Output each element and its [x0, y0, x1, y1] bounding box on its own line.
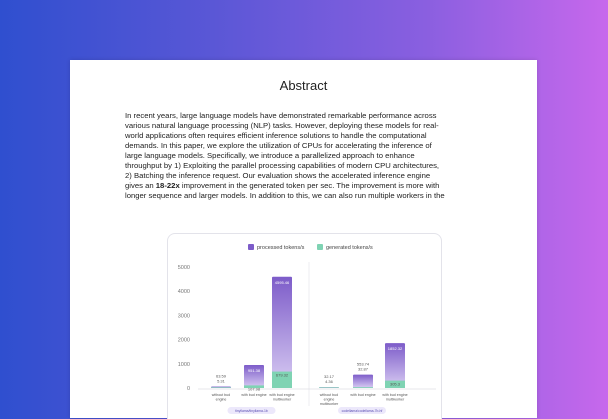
- y-tick-label: 5000: [177, 265, 190, 271]
- x-category-label: without bud: [211, 393, 231, 397]
- abstract-line: [125, 181, 482, 191]
- x-category-label: with bud engine: [241, 393, 267, 397]
- data-label-processed: 553.74: [356, 361, 370, 367]
- x-category-label: engine: [215, 397, 227, 402]
- group-label: tinyllama/tinyllama-1b: [235, 409, 268, 413]
- data-label-generated: 5.31: [217, 378, 225, 384]
- data-label-generated: 679.32: [275, 372, 289, 378]
- x-category-label: multiworker: [385, 397, 405, 402]
- x-category-label: without bud: [319, 393, 339, 397]
- x-category-label: with bud engine: [382, 393, 408, 397]
- y-tick-label: 4000: [177, 289, 190, 296]
- abstract-line: throughput by 1) Exploiting the parallel processing capabilities of modern CPU architectures,: [125, 161, 440, 170]
- abstract-line: large language models. Specifically, we introduce a parallelized approach to enhance: [125, 151, 415, 160]
- data-label-generated: 107.98: [247, 386, 261, 392]
- x-category-label: engine: [323, 397, 335, 402]
- data-label-processed: 32.17: [323, 374, 335, 380]
- abstract-bold-figure: 18-22x: [155, 181, 180, 190]
- paper-page: [70, 60, 537, 418]
- group-label: codellama/codellama-7b-hf: [341, 409, 383, 413]
- bar-processed: [272, 277, 292, 388]
- throughput-chart-svg: [168, 234, 441, 419]
- y-tick-label: 0: [186, 386, 190, 392]
- data-label-generated: 4.36: [325, 379, 333, 385]
- x-category-label: with bud engine: [269, 393, 295, 397]
- throughput-chart: [167, 233, 442, 419]
- legend-swatch-generated: [317, 244, 323, 250]
- abstract-line-prefix: gives an: [125, 181, 156, 190]
- data-label-processed: 63.59: [215, 373, 227, 379]
- legend-swatch-processed: [248, 244, 254, 250]
- abstract-line: demands. In this paper, we explore the utilization of CPUs for accelerating the inference of: [125, 141, 432, 150]
- data-label-generated: 32.87: [357, 366, 369, 372]
- y-tick-label: 1000: [177, 361, 190, 368]
- y-tick-label: 2000: [177, 337, 190, 344]
- bar-generated: [319, 387, 339, 388]
- abstract-line: world applications often requires efficient inference solutions to handle the computational: [125, 131, 427, 140]
- data-label-processed: 1852.32: [387, 346, 403, 352]
- y-tick-label: 3000: [177, 313, 190, 320]
- x-category-label: multiworker: [319, 402, 339, 406]
- x-category-label: with bud engine: [350, 393, 376, 397]
- legend-label-processed: processed tokens/s: [257, 245, 305, 251]
- x-category-label: multiworker: [272, 397, 292, 402]
- data-label-processed: 4595.46: [274, 279, 290, 285]
- bar-processed: [353, 375, 373, 388]
- legend-label-generated: generated tokens/s: [326, 245, 373, 251]
- data-label-processed: 951.38: [247, 367, 261, 373]
- abstract-line: 2) Batching the inference request. Our evaluation shows the accelerated inference engine: [125, 171, 431, 180]
- abstract-text: [125, 111, 482, 201]
- data-label-generated: 305.3: [389, 381, 401, 387]
- bar-generated: [353, 387, 373, 388]
- abstract-line: longer sequence and larger models. In addition to this, we can also run multiple workers in the: [125, 191, 445, 200]
- paper-title: Abstract: [279, 78, 328, 93]
- abstract-line: In recent years, large language models have demonstrated remarkable performance across: [125, 111, 437, 120]
- abstract-line: various natural language processing (NLP) tasks. However, deploying these models for real-: [125, 121, 439, 130]
- bar-generated: [211, 387, 231, 388]
- abstract-line-rest: improvement in the generated token per sec. The improvement is more with: [181, 181, 440, 190]
